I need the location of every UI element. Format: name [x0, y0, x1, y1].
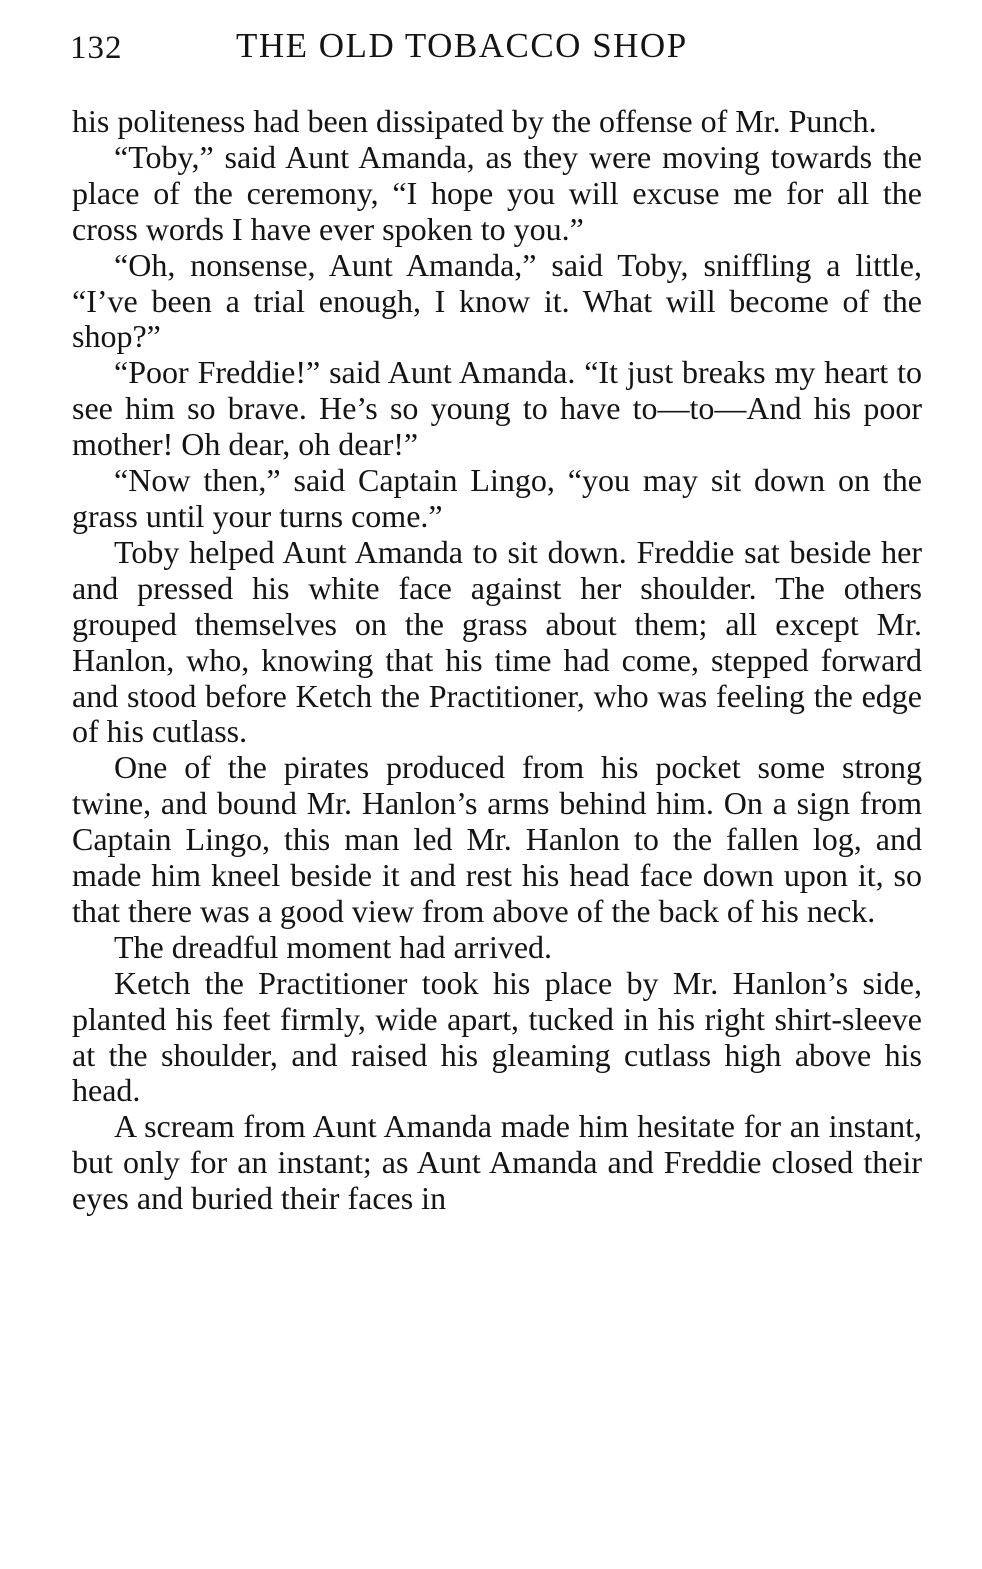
paragraph: A scream from Aunt Amanda made him hesitate for an instant, but only for an instant; as Aunt Amanda and Freddie closed their eyes and buried their faces in	[72, 1108, 922, 1217]
page-number: 132	[70, 30, 123, 66]
paragraph: One of the pirates produced from his pocket some strong twine, and bound Mr. Hanlon’s arms behind him. On a sign from Captain Lingo, this man led Mr. Hanlon to the fallen log, and made him kneel beside it and rest his head face down upon it, so that there was a good view from above of the back of his neck.	[72, 749, 922, 929]
paragraph: “Toby,” said Aunt Amanda, as they were moving towards the place of the ceremony, “I hope you will excuse me for all the cross words I have ever spoken to you.”	[72, 138, 922, 247]
paragraph: “Poor Freddie!” said Aunt Amanda. “It just breaks my heart to see him so brave. He’s so young to have to—to—And his poor mother! Oh dear, oh dear!”	[72, 354, 922, 463]
paragraph: Toby helped Aunt Amanda to sit down. Freddie sat beside her and pressed his white face against her shoulder. The others grouped themselves on the grass about them; all except Mr. Hanlon, who, knowing that his time had come, stepped forward and stood before Ketch the Practitioner, who was feeling the edge of his cutlass.	[72, 533, 922, 750]
page-header	[70, 26, 922, 74]
running-title: THE OLD TOBACCO SHOP	[236, 26, 688, 65]
paragraph: “Now then,” said Captain Lingo, “you may sit down on the grass until your turns come.”	[72, 462, 922, 534]
body-text	[72, 104, 922, 1217]
paragraph: The dreadful moment had arrived.	[114, 928, 553, 965]
paragraph: “Oh, nonsense, Aunt Amanda,” said Toby, sniffling a little, “I’ve been a trial enough, I know it. What will become of the shop?”	[72, 246, 922, 355]
paragraph: Ketch the Practitioner took his place by Mr. Hanlon’s side, planted his feet firmly, wide apart, tucked in his right shirt-sleeve at the shoulder, and raised his gleaming cutlass high above his head.	[72, 964, 922, 1109]
paragraph: his politeness had been dissipated by the offense of Mr. Punch.	[72, 103, 877, 139]
